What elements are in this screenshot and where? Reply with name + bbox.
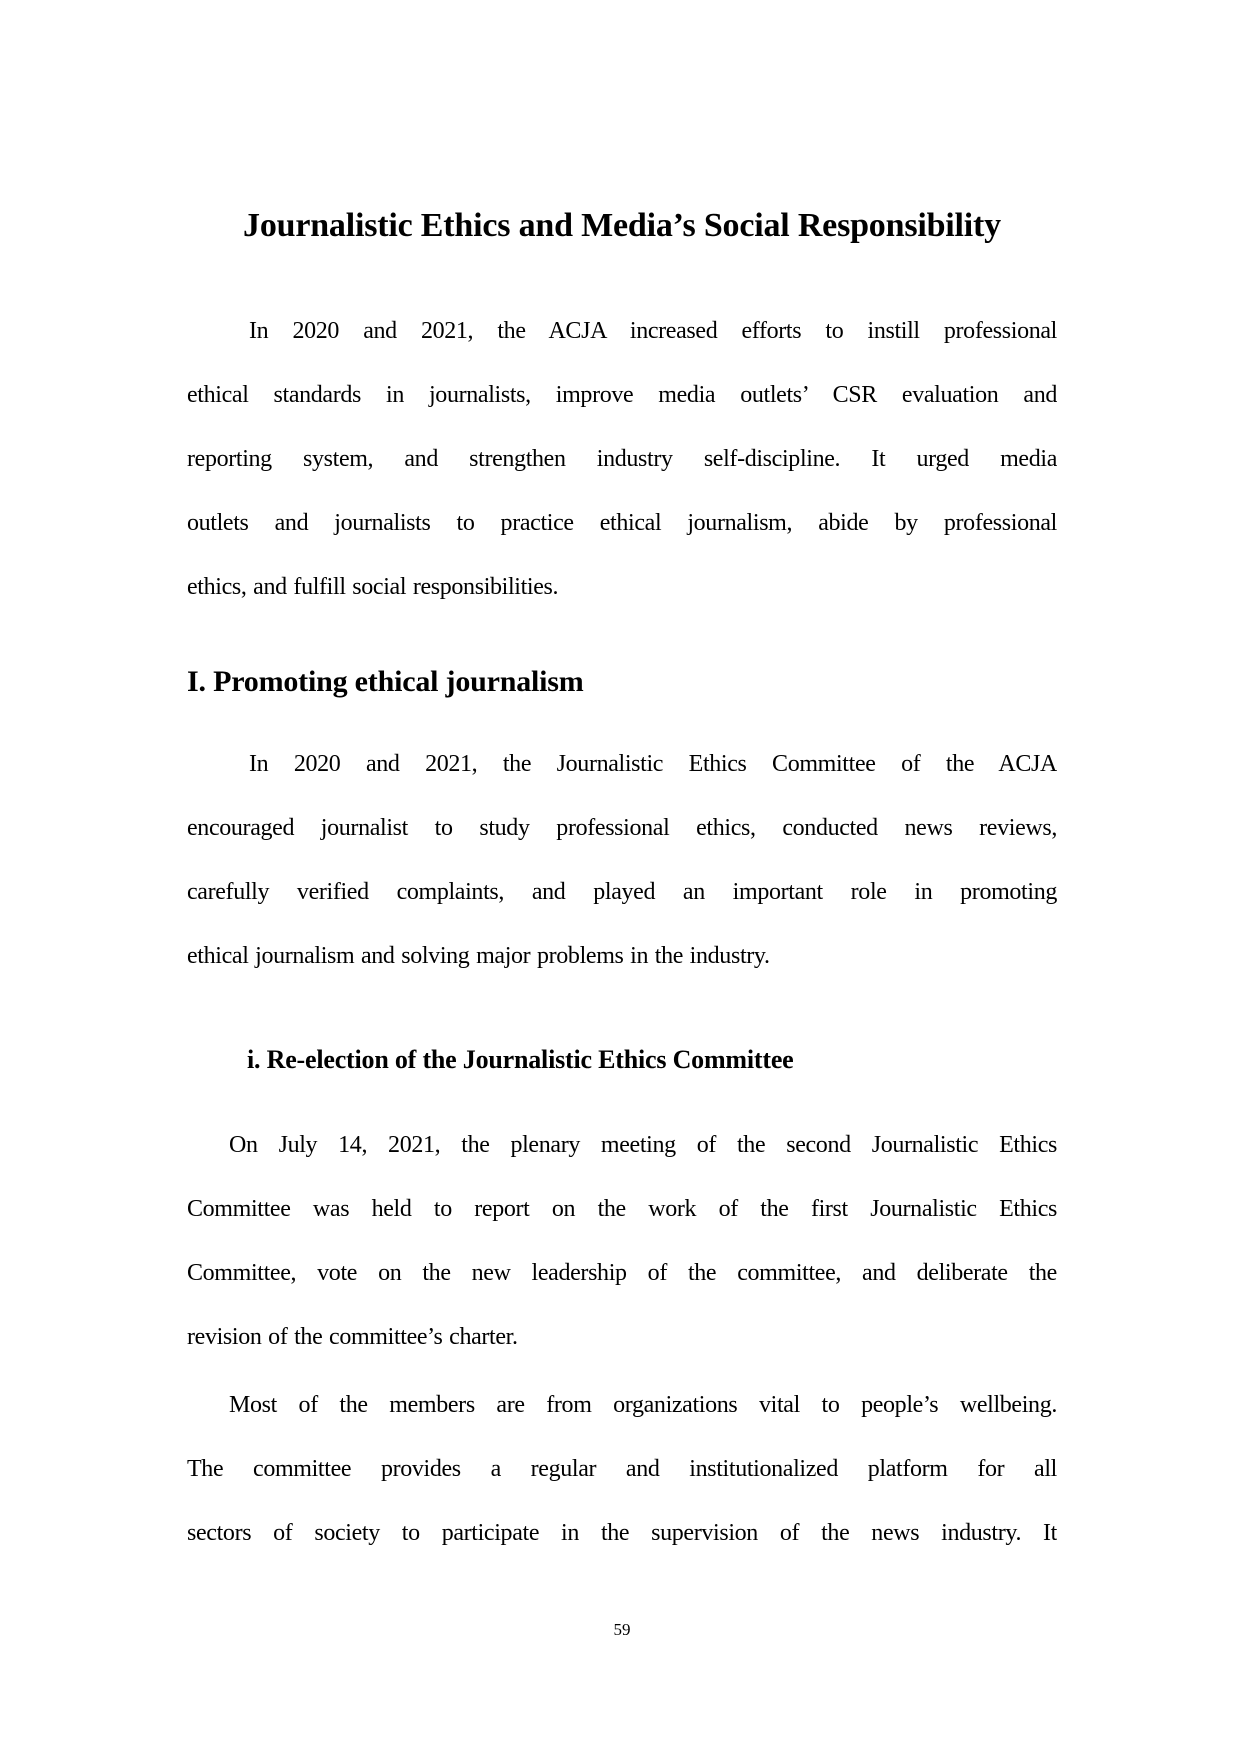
text-line: ethical standards in journalists, improve media outlets’ CSR evaluation and [187, 382, 1057, 408]
document-title: Journalistic Ethics and Media’s Social Responsibility [243, 207, 1001, 244]
text-line: ethical journalism and solving major problems in the industry. [187, 943, 770, 969]
section-paragraph [187, 732, 1057, 988]
document-content [187, 0, 1057, 1642]
text-line: revision of the committee’s charter. [187, 1324, 518, 1350]
text-line: On July 14, 2021, the plenary meeting of the second Journalistic Ethics [229, 1132, 1057, 1158]
subsection-paragraph [187, 1373, 1057, 1565]
text-line: In 2020 and 2021, the ACJA increased efforts to instill professional [249, 318, 1057, 344]
subsection-heading: i. Re-election of the Journalistic Ethics Committee [247, 1045, 794, 1074]
text-line: ethics, and fulfill social responsibilities. [187, 574, 559, 600]
text-line: reporting system, and strengthen industry self-discipline. It urged media [187, 446, 1057, 472]
page-number: 59 [613, 1620, 631, 1639]
text-line: The committee provides a regular and institutionalized platform for all [187, 1456, 1057, 1482]
intro-paragraph [187, 299, 1057, 619]
text-line: In 2020 and 2021, the Journalistic Ethics Committee of the ACJA [249, 751, 1057, 777]
subsection-paragraph [187, 1113, 1057, 1369]
text-line: Committee was held to report on the work of the first Journalistic Ethics [187, 1196, 1057, 1222]
text-line: sectors of society to participate in the supervision of the news industry. It [187, 1520, 1057, 1546]
text-line: Committee, vote on the new leadership of the committee, and deliberate the [187, 1260, 1057, 1286]
text-line: carefully verified complaints, and played an important role in promoting [187, 879, 1057, 905]
text-line: Most of the members are from organizations vital to people’s wellbeing. [229, 1392, 1057, 1418]
section-heading: I. Promoting ethical journalism [187, 665, 584, 698]
text-line: outlets and journalists to practice ethical journalism, abide by professional [187, 510, 1057, 536]
text-line: encouraged journalist to study professional ethics, conducted news reviews, [187, 815, 1057, 841]
